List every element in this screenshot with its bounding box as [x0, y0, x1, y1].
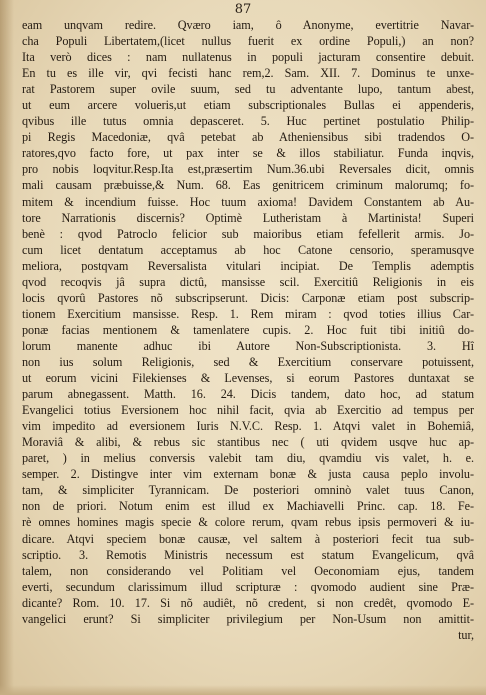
- text-line: tionem Exercitium mansisse. Resp. 1. Rem miram : qvod toties illius Car-: [22, 306, 474, 321]
- text-line: cha Populi Libertatem,(licet nullus fuerit ex ordine Populi,) an non?: [22, 34, 474, 49]
- text-line: tur,: [458, 627, 474, 642]
- page-number: 87: [234, 2, 252, 17]
- text-line: non de priori. Notum enim est illud ex Machiavelli Princ. cap. 18. Fe-: [22, 499, 474, 514]
- text-line: mali causam præbuisse,& Num. 68. Eas genitricem criminum malorumq; fo-: [22, 178, 474, 193]
- text-line: ut eorum vicini Filekienses & Levenses, si eorum Pastores duntaxat se: [22, 371, 474, 386]
- text-line: benè : qvod Patroclo felicior sub maioribus etiam fefellerit armis. Jo-: [22, 226, 474, 241]
- text-line: lorum manente adhuc ibi Autore Non-Subscriptionista. 3. Hî: [22, 338, 474, 353]
- text-line: qvibus ille tutus omnia depasceret. 5. Huc pertinet postulatio Philip-: [22, 114, 474, 129]
- text-line: dicare. Atqvi speciem bonæ causæ, vel saltem à posteriori fecit tua sub-: [22, 531, 474, 546]
- text-line: semper. 2. Distingve inter vim externam bonæ & justa causa peplo involu-: [22, 467, 474, 482]
- text-line: vim impedito ad eversionem Iuris N.V.C. Resp. 1. Atqvi valet in Bohemiâ,: [22, 419, 474, 434]
- body-text: [22, 17, 474, 643]
- text-line: En tu es ille vir, qvi fecisti hanc rem,2. Sam. XII. 7. Dominus te unxe-: [22, 66, 474, 81]
- text-line: Moraviâ & alibi, & rebus sic stantibus nec ( uti qvidem usqve huc ap-: [22, 435, 474, 450]
- text-line: dicante? Rom. 10. 17. Si nõ audiêt, nõ credent, si non credêt, qvomodo E-: [22, 595, 474, 610]
- text-line: tore Narrationis discernis? Optimè Lutheristam à Martinista! Superi: [22, 210, 474, 225]
- page-edge-shadow: [0, 0, 14, 695]
- text-line: everti, secundum clarissimum illud scripturæ : qvomodo audient sine Præ-: [22, 579, 474, 594]
- text-line: ponæ facias mentionem & tamenlatere cupis. 2. Hoc fuit tibi initiû do-: [22, 322, 474, 337]
- text-line: pro nobis loqvitur.Resp.Ita est,præsertim Num.36.ubi Reversales dicit, omnis: [22, 162, 474, 177]
- text-line: scriptio. 3. Remotis Ministris necessum est statum Evangelicum, qvâ: [22, 547, 474, 562]
- text-line: meliora, postqvam Reversalista vitulari incipiat. De Templis ademptis: [22, 258, 474, 273]
- text-line: mitem & incendium fuisse. Hoc tuum axioma! Davidem Constantem ab Au-: [22, 194, 474, 209]
- text-line: vangelici erunt? Si simpliciter privilegium per Non-Usum non amittit-: [22, 611, 474, 626]
- text-line: qvod recoqvis jâ supra dictû, mansisse scil. Exercitiû Religionis in eis: [22, 274, 474, 289]
- text-line: rè omnes homines magis specie & colore rerum, qvam rebus ipsis permoveri & iu-: [22, 515, 474, 530]
- text-line: cum licet dentatum acceptamus ab hoc Catone censorio, speramusqve: [22, 242, 474, 257]
- text-line: talem, non considerando vel Politiam vel Oeconomiam ejus, tandem: [22, 563, 474, 578]
- text-line: rat Pastorem super ovile suum, sed tu adventante lupo, tantum abest,: [22, 82, 474, 97]
- text-line: paret, ) in melius conversis valebit tam diu, qvamdiu vis valet, h. e.: [22, 451, 474, 466]
- text-line: ratores,qvo facto fore, ut pax inter se & illos stabiliatur. Funda inqvis,: [22, 146, 474, 161]
- text-line: locis qvorû Pastores nõ subscripserunt. Dicis: Carponæ etiam post subscrip-: [22, 290, 474, 305]
- text-line: Evangelici totius Eversionem hoc nihil facit, qvia ab Exercitio ad tempus per: [22, 403, 474, 418]
- text-line: ut eum arcere volueris,ut etiam subscriptionales Bullas ei appenderis,: [22, 98, 474, 113]
- text-line: pi Regis Macedoniæ, qvâ petebat ab Atheniensibus sibi tradendos O-: [22, 130, 474, 145]
- text-line: tam, & simpliciter Tyrannicam. De posteriori omninò valet tuus Canon,: [22, 483, 474, 498]
- text-line: Ita verò dices : nam nullatenus in populi jacturam consentire debuit.: [22, 50, 474, 65]
- text-line: non ius solum Religionis, sed & Exercitium conservare potuissent,: [22, 354, 474, 369]
- text-line: parum abnegassent. Matth. 16. 24. Dicis tandem, dato hoc, ad statum: [22, 387, 474, 402]
- text-line: eam unqvam redire. Qværo iam, ô Anonyme, evertitrie Navar-: [22, 18, 474, 32]
- page-bottom-shadow: [0, 685, 486, 695]
